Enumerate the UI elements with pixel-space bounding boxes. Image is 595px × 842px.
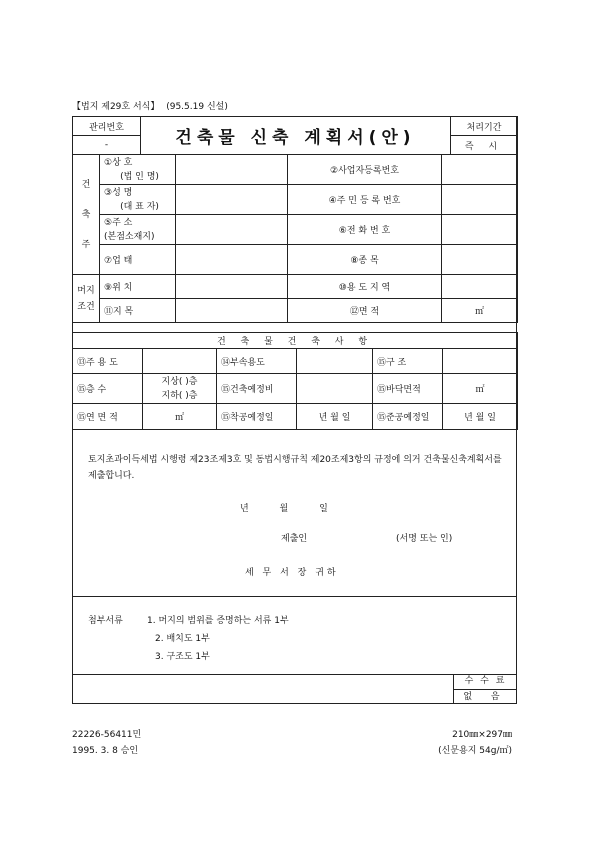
floors-label: ⑮층 수 [73, 374, 143, 404]
structure-label: ⑮구 조 [373, 349, 443, 374]
builder-group-label: 건 축 주 [73, 155, 100, 275]
business-type-label: ⑦업 태 [100, 245, 176, 275]
total-floor-area-unit: ㎡ [174, 413, 184, 423]
management-number-field[interactable]: - [73, 136, 141, 155]
fee-label: 수 수 료 [454, 674, 517, 690]
submitter-label: 제출인 [281, 534, 308, 544]
processing-period-label: 처리기간 [451, 117, 518, 136]
address-field[interactable] [176, 215, 288, 245]
title-block [72, 116, 518, 155]
divider [72, 596, 517, 597]
floor-area-unit: ㎡ [475, 385, 485, 395]
attachments-label: 첨부서류 [88, 616, 123, 626]
start-date-field[interactable]: 년 월 일 [297, 404, 373, 430]
addressee: 세 무 서 장 귀하 [245, 568, 339, 578]
business-registration-field[interactable] [442, 155, 518, 185]
signature-label: (서명 또는 인) [396, 534, 453, 544]
attachment-item: 1. 머지의 범위를 증명하는 서류 1부 [147, 616, 289, 626]
accessory-use-label: ⑭부속용도 [217, 349, 297, 374]
zoning-district-label: ⑩용 도 지 역 [288, 275, 442, 299]
representative-name-field[interactable] [176, 185, 288, 215]
submission-date: 년 월 일 [240, 504, 342, 514]
fee-box [453, 674, 517, 704]
total-floor-area-label: ⑮연 면 적 [73, 404, 143, 430]
divider [72, 674, 517, 675]
processing-period-value: 즉 시 [451, 136, 518, 155]
floor-area-field[interactable] [443, 374, 518, 404]
business-registration-label: ②사업자등록번호 [288, 155, 442, 185]
main-use-field[interactable] [143, 349, 217, 374]
completion-date-label: ⑮준공예정일 [373, 404, 443, 430]
accessory-use-field[interactable] [297, 349, 373, 374]
location-field[interactable] [176, 275, 288, 299]
representative-name-label: ③성 명 (대 표 자) [100, 185, 176, 215]
business-item-label: ⑧종 목 [288, 245, 442, 275]
resident-number-label: ④주 민 등 록 번호 [288, 185, 442, 215]
approval-date: 1995. 3. 8 승인 [72, 746, 139, 756]
management-number-label: 관리번호 [73, 117, 141, 136]
owner-land-table [72, 154, 518, 323]
submission-statement: 토지초과이득세법 시행령 제23조제3호 및 동법시행규칙 제20조제3항의 규정에 의거 건축물신축계획서를 제출합니다. [88, 455, 502, 481]
address-label: ⑤주 소 (본점소재지) [100, 215, 176, 245]
land-group-label: 머지 조건 [73, 275, 100, 323]
construction-cost-label: ⑮건축예정비 [217, 374, 297, 404]
main-use-label: ⑬주 용 도 [73, 349, 143, 374]
form-revision-date: (95.5.19 신설) [166, 102, 228, 112]
attachment-item: 2. 배치도 1부 [155, 634, 210, 644]
form-number-header [72, 99, 228, 112]
land-area-unit: ㎡ [474, 307, 484, 317]
land-area-label: ⑫면 적 [288, 299, 442, 323]
business-item-field[interactable] [442, 245, 518, 275]
zoning-district-field[interactable] [442, 275, 518, 299]
resident-number-field[interactable] [442, 185, 518, 215]
building-table [72, 332, 518, 430]
phone-number-field[interactable] [442, 215, 518, 245]
floors-field[interactable] [143, 374, 217, 404]
construction-cost-field[interactable] [297, 374, 373, 404]
floors-above-ground: 지상( )층 [161, 376, 198, 387]
fee-value: 없 음 [463, 692, 508, 702]
start-date-label: ⑮착공예정일 [217, 404, 297, 430]
structure-field[interactable] [443, 349, 518, 374]
land-area-field[interactable] [442, 299, 518, 323]
trade-name-label: ①상 호 (법 인 명) [100, 155, 176, 185]
land-category-label: ⑪지 목 [100, 299, 176, 323]
land-category-field[interactable] [176, 299, 288, 323]
form-title: 건축물 신축 계획서(안) [141, 117, 451, 155]
completion-date-field[interactable]: 년 월 일 [443, 404, 518, 430]
building-section-title: 건 축 물 건 축 사 항 [73, 333, 518, 349]
total-floor-area-field[interactable] [143, 404, 217, 430]
floor-area-label: ⑮바닥면적 [373, 374, 443, 404]
floors-below-ground: 지하( )층 [161, 390, 198, 401]
paper-weight: (신문용지 54g/㎡) [438, 746, 512, 756]
trade-name-field[interactable] [176, 155, 288, 185]
business-type-field[interactable] [176, 245, 288, 275]
form-code: 22226-56411민 [72, 730, 142, 740]
phone-number-label: ⑥전 화 번 호 [288, 215, 442, 245]
paper-size: 210㎜×297㎜ [452, 730, 512, 740]
location-label: ⑨위 치 [100, 275, 176, 299]
attachment-item: 3. 구조도 1부 [155, 652, 210, 662]
form-number: 【법지 제29호 서식】 [72, 102, 160, 112]
